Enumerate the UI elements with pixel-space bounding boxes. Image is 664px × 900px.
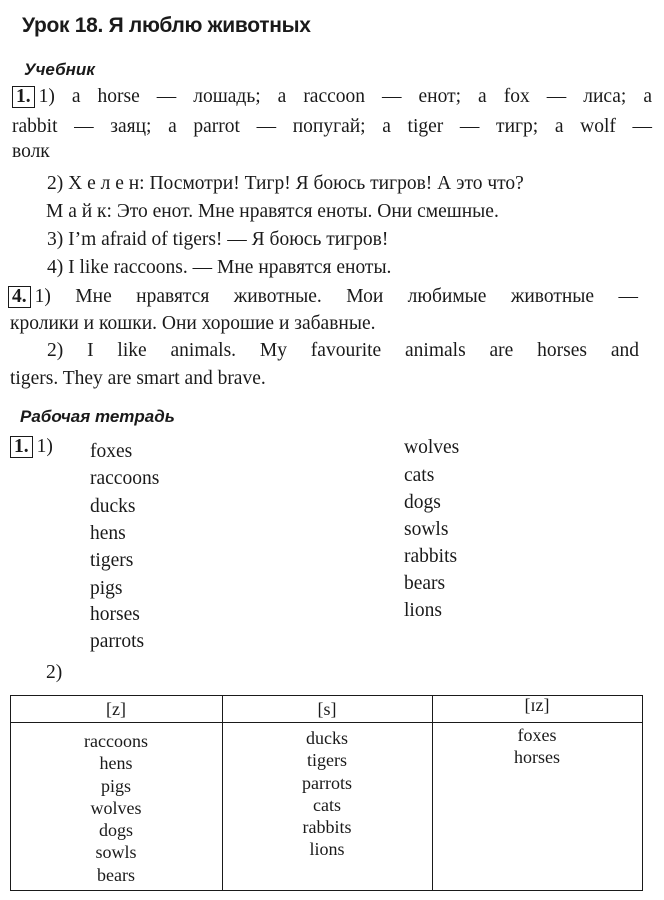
section-heading-textbook: Учебник [24, 60, 95, 79]
table-cell: raccoons [84, 731, 148, 751]
textbook-ex1-line4: 2) Х е л е н: Посмотри! Тигр! Я боюсь тигров! А это что? [47, 173, 524, 194]
table-column-z [10, 730, 222, 886]
textbook-ex1-line1 [12, 86, 652, 108]
table-cell: cats [313, 794, 341, 815]
table-header-iz: [ɪz] [524, 695, 550, 715]
textbook-ex1-line2: rabbit — заяц; a parrot — попугай; a tiger — тигр; a wolf — [12, 116, 652, 137]
table-cell: rabbits [302, 817, 352, 838]
table-right-border [642, 695, 643, 891]
ex4-line1-text: 1) Мне нравятся животные. Мои любимые животные — [34, 286, 638, 307]
list-item: tigers [90, 550, 134, 571]
list-item: dogs [404, 492, 441, 513]
table-bottom-border [10, 890, 643, 891]
list-item: pigs [90, 578, 123, 599]
list-item: parrots [90, 631, 145, 652]
table-cell: horses [514, 747, 560, 768]
list-item: lions [404, 600, 442, 621]
list-item: bears [404, 573, 446, 594]
section-heading-workbook: Рабочая тетрадь [20, 407, 175, 426]
list-item: ducks [90, 496, 136, 517]
table-cell: hens [99, 753, 133, 774]
table-cell: wolves [90, 797, 142, 818]
list-item: hens [90, 523, 126, 544]
textbook-ex1-line3: волк [12, 141, 50, 162]
exercise-number-box: 1. [10, 436, 33, 458]
list-item: horses [90, 604, 140, 625]
list-item: cats [404, 465, 435, 486]
ex1-line1-text: 1) a horse — лошадь; a raccoon — енот; a fox — лиса; a [38, 86, 652, 107]
table-cell: foxes [517, 725, 557, 745]
table-header-z: [z] [106, 699, 126, 719]
table-column-s [222, 727, 432, 861]
table-cell: lions [309, 839, 345, 860]
table-cell: ducks [306, 728, 348, 748]
textbook-ex4-line1 [8, 286, 638, 308]
part-label-2: 2) [46, 662, 63, 683]
exercise-number-box: 4. [8, 286, 31, 308]
table-header-s: [s] [317, 699, 337, 719]
list-item: rabbits [404, 546, 458, 567]
page-title: Урок 18. Я люблю животных [22, 14, 311, 37]
table-cell: pigs [100, 775, 131, 796]
table-cell: sowls [95, 842, 137, 863]
part-label: 1) [36, 436, 53, 457]
table-cell: bears [97, 864, 135, 885]
textbook-ex4-line3: 2) I like animals. My favourite animals are horses and [47, 340, 639, 361]
table-column-iz [432, 724, 642, 769]
textbook-ex1-line6: 3) I’m afraid of tigers! — Я боюсь тигров! [47, 229, 389, 250]
textbook-ex1-line5: М а й к: Это енот. Мне нравятся еноты. Они смешные. [46, 201, 499, 222]
textbook-ex4-line4: tigers. They are smart and brave. [10, 368, 266, 389]
list-item: raccoons [90, 468, 160, 489]
table-cell: parrots [302, 772, 352, 793]
table-cell: dogs [98, 820, 133, 841]
textbook-ex1-line7: 4) I like raccoons. — Мне нравятся еноты. [47, 257, 392, 278]
list-item: foxes [90, 441, 133, 462]
list-item: sowls [404, 519, 449, 540]
exercise-number-box: 1. [12, 86, 35, 108]
textbook-ex4-line2: кролики и кошки. Они хорошие и забавные. [10, 313, 376, 334]
list-item: wolves [404, 437, 460, 458]
table-cell: tigers [307, 750, 347, 771]
